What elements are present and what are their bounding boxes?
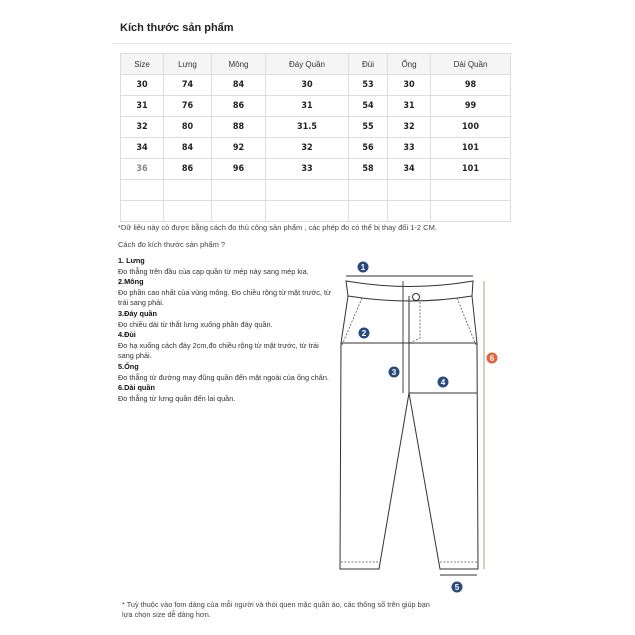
svg-text:2: 2 xyxy=(361,329,367,338)
table-cell: 33 xyxy=(266,159,349,180)
table-cell: 30 xyxy=(121,75,164,96)
table-cell: 33 xyxy=(388,138,431,159)
table-cell: 76 xyxy=(164,96,212,117)
marker-1 xyxy=(358,262,369,273)
step-text: Đo thẳng từ lưng quần đến lai quần. xyxy=(118,393,236,403)
table-cell: 98 xyxy=(431,75,511,96)
table-cell: 30 xyxy=(266,75,349,96)
table-cell: 34 xyxy=(388,159,431,180)
step-text: Đo thẳng từ đường may đũng quần đến mặt ngoài của ống chân. xyxy=(118,372,329,382)
table-cell: 96 xyxy=(212,159,266,180)
table-cell: 31 xyxy=(388,96,431,117)
marker-5 xyxy=(452,582,463,593)
table-cell: 30 xyxy=(388,75,431,96)
table-cell: 100 xyxy=(431,117,511,138)
svg-text:5: 5 xyxy=(454,583,460,592)
how-to-heading: Cách đo kích thước sản phẩm ? xyxy=(118,240,226,249)
table-cell: 92 xyxy=(212,138,266,159)
step-title: 2.Mông xyxy=(118,277,144,287)
step-text: Đo hạ xuống cách đáy 2cm,đo chiều rộng từ mặt trước, từ trái sang phải. xyxy=(118,340,319,361)
header-lung: Lưng xyxy=(164,54,212,75)
table-cell: 101 xyxy=(431,138,511,159)
table-cell: 88 xyxy=(212,117,266,138)
table-cell: 31 xyxy=(121,96,164,117)
step-title: 4.Đùi xyxy=(118,330,136,340)
table-cell: 84 xyxy=(164,138,212,159)
page-title: Kích thước sản phẩm xyxy=(120,22,234,34)
table-cell: 36 xyxy=(121,159,164,180)
svg-text:6: 6 xyxy=(489,354,495,363)
marker-4 xyxy=(438,377,449,388)
step-text: Đo phần cao nhất của vùng mông. Đo chiều rộng từ mặt trước, từ trái sang phải. xyxy=(118,287,331,308)
footer-note: * Tuỳ thuộc vào fom dáng của mỗi người và thói quen mặc quần áo, các thông số trên giúp bạn lựa chọn size dễ dàng hơn. xyxy=(122,600,430,619)
table-cell: 54 xyxy=(349,96,388,117)
step-title: 5.Ống xyxy=(118,361,139,371)
table-cell: 58 xyxy=(349,159,388,180)
header-day-quan: Đáy Quần xyxy=(266,54,349,75)
table-cell: 84 xyxy=(212,75,266,96)
table-cell: 34 xyxy=(121,138,164,159)
table-cell: 74 xyxy=(164,75,212,96)
header-ong: Ống xyxy=(388,54,431,75)
table-cell: 53 xyxy=(349,75,388,96)
table-cell: 86 xyxy=(164,159,212,180)
table-cell: 31 xyxy=(266,96,349,117)
svg-text:1: 1 xyxy=(360,263,366,272)
table-cell: 32 xyxy=(266,138,349,159)
svg-text:4: 4 xyxy=(440,378,446,387)
table-cell: 80 xyxy=(164,117,212,138)
table-cell: 86 xyxy=(212,96,266,117)
marker-6 xyxy=(487,353,498,364)
table-cell: 55 xyxy=(349,117,388,138)
header-size: Size xyxy=(121,54,164,75)
header-dui: Đùi xyxy=(349,54,388,75)
header-dai-quan: Dài Quần xyxy=(431,54,511,75)
table-cell: 32 xyxy=(121,117,164,138)
table-cell: 101 xyxy=(431,159,511,180)
table-cell: 99 xyxy=(431,96,511,117)
step-title: 1. Lưng xyxy=(118,256,145,265)
table-cell: 32 xyxy=(388,117,431,138)
step-title: 6.Dài quần xyxy=(118,383,155,393)
step-title: 3.Đáy quần xyxy=(118,308,157,318)
step-text: Đo chiều dài từ thắt lưng xuống phần đáy quần. xyxy=(118,319,273,329)
measurement-note: *Dữ liệu này có được bằng cách đo thủ công sản phẩm , các phép đo có thể bị thay đổi 1-2 CM. xyxy=(118,223,437,232)
marker-2 xyxy=(359,328,370,339)
step-text: Đo thẳng trên đầu của cạp quần từ mép này sang mép kia. xyxy=(118,266,309,276)
marker-3 xyxy=(389,367,400,378)
header-mong: Mông xyxy=(212,54,266,75)
svg-text:3: 3 xyxy=(391,368,397,377)
table-cell: 56 xyxy=(349,138,388,159)
table-cell: 31.5 xyxy=(266,117,349,138)
